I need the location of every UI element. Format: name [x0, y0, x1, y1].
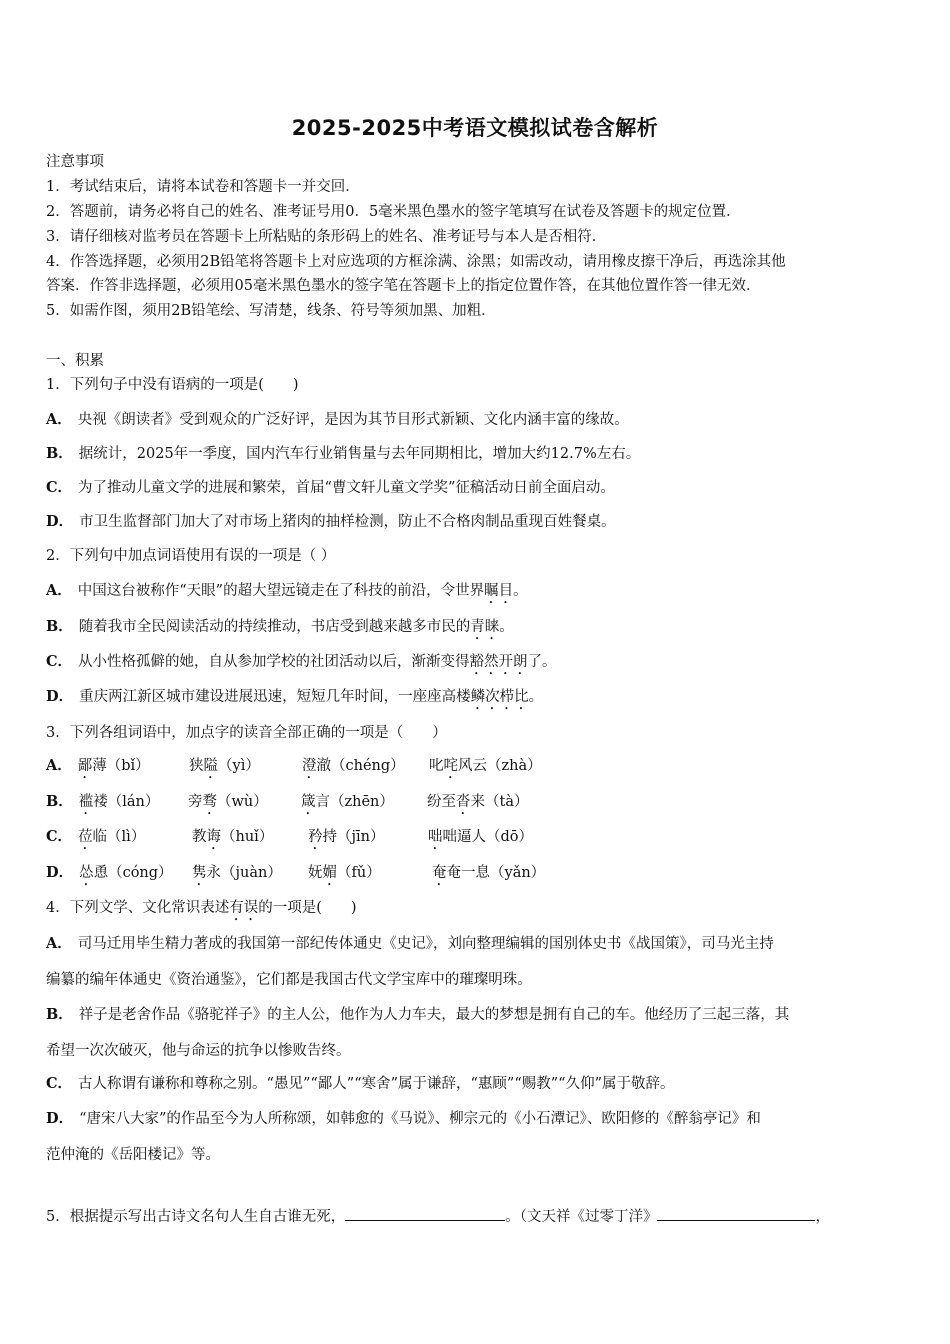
question-4-option-d-cont: 范仲淹的《岳阳楼记》等。	[46, 1147, 220, 1163]
answer-blank[interactable]	[345, 1205, 505, 1221]
question-1-option-c: C． 为了推动儿童文学的进展和繁荣，首届“曹文轩儿童文学奖”征稿活动日前全面启动。	[46, 479, 615, 496]
notice-item: 4．作答选择题，必须用2B铅笔将答题卡上对应选项的方框涂满、涂黑；如需改动，请用橡皮擦干净后，再选涂其他	[46, 254, 786, 270]
question-3-stem: 3．下列各组词语中，加点字的读音全部正确的一项是（ ）	[46, 725, 447, 741]
notice-heading: 注意事项	[46, 154, 104, 170]
question-4-option-c: C． 古人称谓有谦称和尊称之别。“愚见”“鄙人”“寒舍”属于谦辞，“惠顾”“赐教”“久仰”属于敬辞。	[46, 1075, 675, 1092]
question-2-option-c: C． 从小性格孤僻的她，自从参加学校的社团活动以后，渐渐变得豁然开朗了。	[46, 653, 557, 670]
notice-item: 2．答题前，请务必将自己的姓名、准考证号用0．5毫米黑色墨水的签字笔填写在试卷及答题卡的规定位置．	[46, 204, 741, 220]
question-2-option-d: D． 重庆两江新区城市建设进展迅速，短短几年时间，一座座高楼鳞次栉比。	[46, 688, 544, 705]
notice-item: 3．请仔细核对监考员在答题卡上所粘贴的条形码上的姓名、准考证号与本人是否相符．	[46, 229, 607, 245]
question-4-option-b-cont: 希望一次次破灭，他与命运的抗争以惨败告终。	[46, 1043, 351, 1059]
question-1-stem: 1．下列句子中没有语病的一项是( )	[46, 377, 299, 393]
notice-item: 答案．作答非选择题，必须用05毫米黑色墨水的签字笔在答题卡上的指定位置作答，在其他位置作答一律无效．	[46, 278, 761, 294]
question-4-stem: 4．下列文学、文化常识表述有误的一项是( )	[46, 900, 357, 916]
question-4-option-d: D． “唐宋八大家”的作品至今为人所称颂，如韩愈的《马说》、柳宗元的《小石潭记》、欧阳修的《醉翁亭记》和	[46, 1110, 761, 1127]
answer-blank[interactable]	[657, 1205, 815, 1221]
question-1-option-d: D． 市卫生监督部门加大了对市场上猪肉的抽样检测，防止不合格肉制品重现百姓餐桌。	[46, 513, 616, 530]
question-4-option-a: A． 司马迁用毕生精力著成的我国第一部纪传体通史《史记》，刘向整理编辑的国别体史书《战国策》，司马光主持	[46, 935, 774, 952]
page-title: 2025-2025中考语文模拟试卷含解析	[291, 116, 659, 140]
question-1-option-a: A． 央视《朗读者》受到观众的广泛好评，是因为其节目形式新颖、文化内涵丰富的缘故。	[46, 411, 629, 428]
question-2-option-a: A． 中国这台被称作“天眼”的超大望远镜走在了科技的前沿，令世界瞩目。	[46, 582, 528, 599]
question-4-option-b: B． 祥子是老舍作品《骆驼祥子》的主人公，他作为人力车夫，最大的梦想是拥有自己的车。他经历了三起三落，其	[46, 1006, 790, 1023]
question-2-stem: 2．下列句中加点词语使用有误的一项是（ ）	[46, 548, 336, 564]
exam-page: 2025-2025中考语文模拟试卷含解析 注意事项 1．考试结束后，请将本试卷和答题卡一并交回． 2．答题前，请务必将自己的姓名、准考证号用0．5毫米黑色墨水的签字笔填写在试卷及答题卡的规定位置． 3．请仔细核对监考员在答题卡上所粘贴的条形码上的姓名、准考证号与本人是否相符． 4．作答选择题，必须用2B铅笔将答题卡上对应选项的方框涂满、涂黑；如需改动，请用橡皮擦干净后，再选涂其他 答案．作答非选择题，必须用05毫米黑色墨水的签字笔在答题卡上的指定位置作答，在其他位置作答一律无效． 5．如需作图，须用2B铅笔绘、写清楚，线条、符号等须加黑、加粗． 一、积累 1．下列句子中没有语病的一项是( ) A． 央视《朗读者》受到观众的广泛好评，是因为其节目形式新颖、文化内涵丰富的缘故。 B． 据统计，2025年一季度，国内汽车行业销售量与去年同期相比，增加大约12.7%左右。 C． 为了推动儿童文学的进展和繁荣，首届“曹文轩儿童文学奖”征稿活动日前全面启动。 D． 市卫生监督部门加大了对市场上猪肉的抽样检测，防止不合格肉制品重现百姓餐桌。 2．下列句中加点词语使用有误的一项是（ ） A． 中国这台被称作“天眼”的超大望远镜走在了科技的前沿，令世界瞩目。 B． 随着我市全民阅读活动的持续推动，书店受到越来越多市民的青睐。 C． 从小性格孤僻的她，自从参加学校的社团活动以后，渐渐变得豁然开朗了。 D． 重庆两江新区城市建设进展迅速，短短几年时间，一座座高楼鳞次栉比。 3．下列各组词语中，加点字的读音全部正确的一项是（ ） A． 鄙薄（bǐ） 狭隘（yì） 澄澈（chéng） 叱咤风云（zhà） B． 褴褛（lán） 旁骛（wù） 箴言（zhēn） 纷至沓来（tà） C． 莅临（lì） 教诲（huǐ） 矜持（jīn） 咄咄逼人（dō） D． 怂恿（cóng） 隽永（juàn） 妩媚（fǔ） 奄奄一息（yǎn） 4．下列文学、文化常识表述有误的一项是( ) A． 司马迁用毕生精力著成的我国第一部纪传体通史《史记》，刘向整理编辑的国别体史书《战国策》，司马光主持 编纂的编年体通史《资治通鉴》，它们都是我国古代文学宝库中的璀璨明珠。 B． 祥子是老舍作品《骆驼祥子》的主人公，他作为人力车夫，最大的梦想是拥有自己的车。他经历了三起三落，其 希望一次次破灭，他与命运的抗争以惨败告终。 C． 古人称谓有谦称和尊称之别。“愚见”“鄙人”“寒舍”属于谦辞，“惠顾”“赐教”“久仰”属于敬辞。 D． “唐宋八大家”的作品至今为人所称颂，如韩愈的《马说》、柳宗元的《小石潭记》、欧阳修的《醉翁亭记》和 范仲淹的《岳阳楼记》等。 5．根据提示写出古诗文名句人生自古谁无死， 。（文天祥《过零丁洋》 ，	[0, 0, 950, 1344]
question-2-option-b: B． 随着我市全民阅读活动的持续推动，书店受到越来越多市民的青睐。	[46, 618, 514, 635]
notice-item: 1．考试结束后，请将本试卷和答题卡一并交回．	[46, 179, 360, 195]
section-heading: 一、积累	[46, 353, 104, 369]
question-5: 5．根据提示写出古诗文名句人生自古谁无死， 。（文天祥《过零丁洋》 ，	[46, 1205, 904, 1227]
notice-item: 5．如需作图，须用2B铅笔绘、写清楚，线条、符号等须加黑、加粗．	[46, 303, 496, 319]
question-4-option-a-cont: 编纂的编年体通史《资治通鉴》，它们都是我国古代文学宝库中的璀璨明珠。	[46, 972, 532, 988]
question-1-option-b: B． 据统计，2025年一季度，国内汽车行业销售量与去年同期相比，增加大约12.7%左右。	[46, 445, 641, 462]
